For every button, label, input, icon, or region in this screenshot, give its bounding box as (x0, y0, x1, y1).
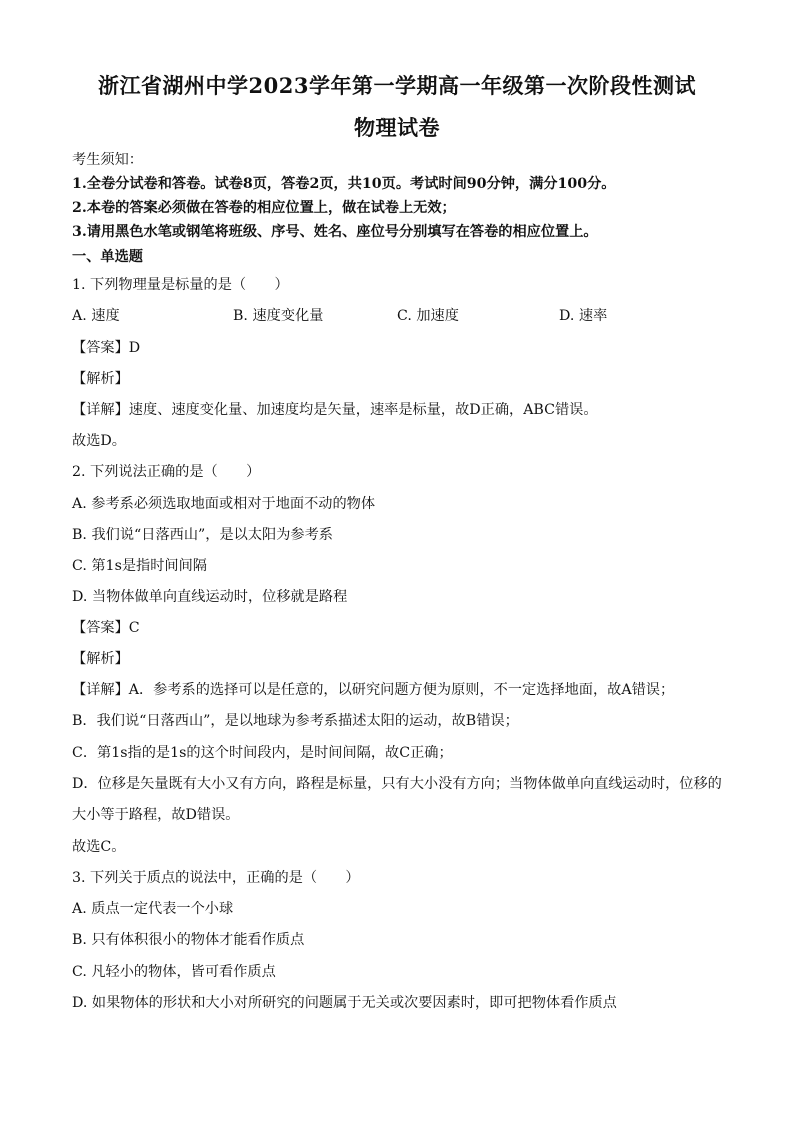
q1-option-b: B. 速度变化量 (233, 308, 324, 324)
notice-heading: 考生须知： (72, 152, 143, 168)
q2-detail-line: 【详解】A．参考系的选择可以是任意的，以研究问题方便为原则，不一定选择地面，故A错误； (72, 682, 675, 698)
q1-answer: 【答案】D (72, 340, 141, 356)
q2-option-d: D. 当物体做单向直线运动时，位移就是路程 (72, 589, 348, 605)
notice-item-1: 1.全卷分试卷和答卷。试卷8页，答卷2页，共10页。考试时间90分钟，满分100分。 (72, 176, 616, 192)
q1-detail: 【详解】速度、速度变化量、加速度均是矢量，速率是标量，故D正确，ABC错误。 (72, 402, 598, 418)
notice-item-3: 3.请用黑色水笔或钢笔将班级、序号、姓名、座位号分别填写在答卷的相应位置上。 (72, 224, 598, 240)
exam-title: 浙江省湖州中学2023学年第一学期高一年级第一次阶段性测试 (98, 73, 696, 98)
q3-stem: 3. 下列关于质点的说法中，正确的是（ ） (72, 870, 360, 886)
q2-option-c: C. 第1s是指时间间隔 (72, 558, 207, 574)
q3-option-d: D. 如果物体的形状和大小对所研究的问题属于无关或次要因素时，即可把物体看作质点 (72, 995, 617, 1011)
q3-option-a: A. 质点一定代表一个小球 (72, 901, 234, 917)
notice-item-2: 2.本卷的答案必须做在答卷的相应位置上，做在试卷上无效； (72, 200, 456, 216)
q2-answer: 【答案】C (72, 620, 140, 636)
section-title: 一、单选题 (72, 249, 143, 265)
q2-option-b: B. 我们说“日落西山”，是以太阳为参考系 (72, 527, 333, 543)
q2-analysis: 【解析】 (72, 651, 129, 667)
q1-option-a: A. 速度 (72, 308, 120, 324)
q1-analysis: 【解析】 (72, 371, 129, 387)
q3-option-c: C. 凡轻小的物体，皆可看作质点 (72, 964, 276, 980)
q1-option-d: D. 速率 (559, 308, 608, 324)
exam-subtitle: 物理试卷 (354, 115, 440, 140)
q2-detail-line: B．我们说“日落西山”，是以地球为参考系描述太阳的运动，故B错误； (72, 713, 519, 729)
q1-stem: 1. 下列物理量是标量的是（ ） (72, 277, 289, 293)
q2-stem: 2. 下列说法正确的是（ ） (72, 464, 261, 480)
q2-option-a: A. 参考系必须选取地面或相对于地面不动的物体 (72, 496, 376, 512)
q2-detail-line: D．位移是矢量既有大小又有方向，路程是标量，只有大小没有方向；当物体做单向直线运动时，位移的 (72, 776, 722, 792)
q2-detail-line: 大小等于路程，故D错误。 (72, 807, 240, 823)
q2-detail-line: C．第1s指的是1s的这个时间段内，是时间间隔，故C正确； (72, 745, 453, 761)
q2-conclusion: 故选C。 (72, 839, 126, 855)
q3-option-b: B. 只有体积很小的物体才能看作质点 (72, 932, 305, 948)
q1-conclusion: 故选D。 (72, 433, 126, 449)
q1-option-c: C. 加速度 (397, 308, 459, 324)
